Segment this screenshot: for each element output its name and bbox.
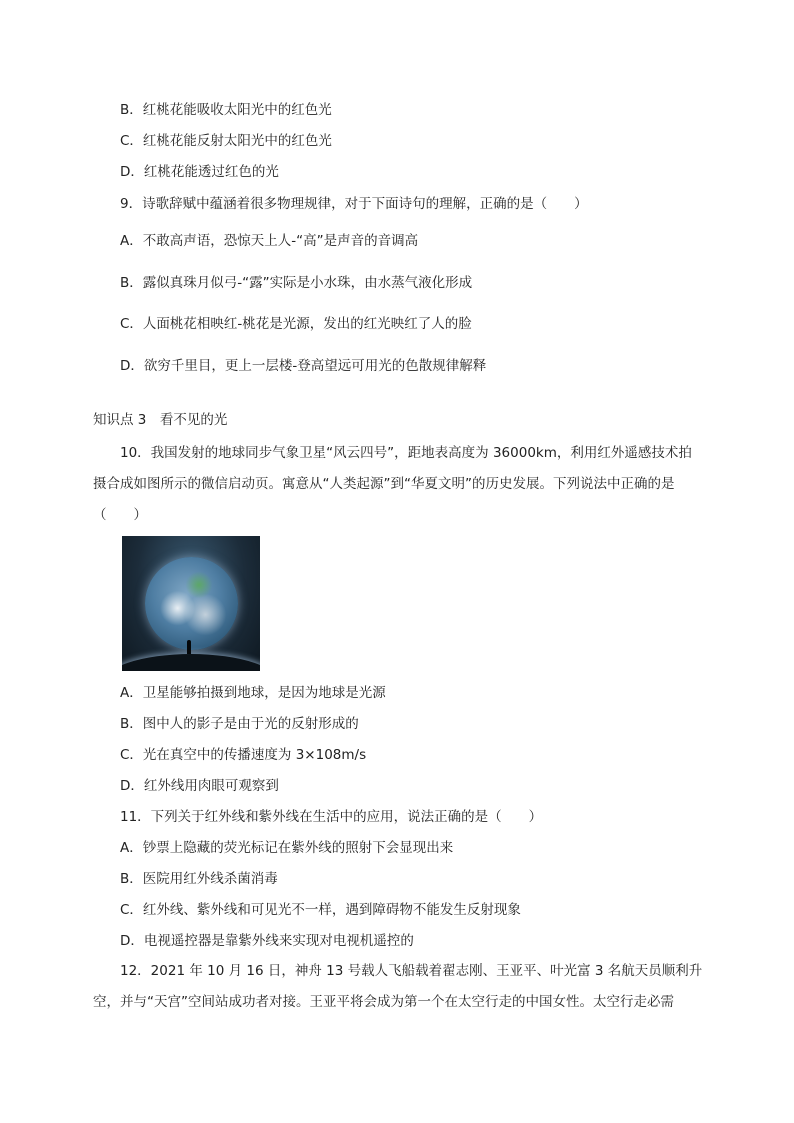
q9-option-b[interactable]: B．露似真珠月似弓-“露”实际是小水珠，由水蒸气液化形成	[120, 275, 473, 291]
q10-option-c[interactable]: C．光在真空中的传播速度为 3×108m/s	[120, 747, 367, 763]
q11-option-b[interactable]: B．医院用红外线杀菌消毒	[120, 871, 278, 887]
q9-option-c[interactable]: C．人面桃花相映红-桃花是光源，发出的红光映红了人的脸	[120, 316, 472, 332]
q12-stem-block	[93, 956, 705, 1018]
q10-option-a[interactable]: A．卫星能够拍摄到地球，是因为地球是光源	[120, 685, 386, 701]
earth-horizon	[122, 654, 260, 671]
q8-option-c[interactable]: C．红桃花能反射太阳光中的红色光	[120, 133, 332, 149]
q10-option-b[interactable]: B．图中人的影子是由于光的反射形成的	[120, 716, 359, 732]
q10-stem-block	[93, 438, 705, 531]
q11-stem: 11．下列关于红外线和紫外线在生活中的应用，说法正确的是（ ）	[120, 809, 543, 825]
q11-option-a[interactable]: A．钞票上隐藏的荧光标记在紫外线的照射下会显现出来	[120, 840, 454, 856]
q10-option-d[interactable]: D．红外线用肉眼可观察到	[120, 778, 279, 794]
q11-option-d[interactable]: D．电视遥控器是靠紫外线来实现对电视机遥控的	[120, 933, 414, 949]
earth-image	[122, 536, 260, 671]
q9-option-a[interactable]: A．不敢高声语，恐惊天上人-“高”是声音的音调高	[120, 233, 419, 249]
q9-option-d[interactable]: D．欲穷千里目，更上一层楼-登高望远可用光的色散规律解释	[120, 358, 487, 374]
earth-globe	[145, 557, 238, 650]
q10-stem: 10．我国发射的地球同步气象卫星“风云四号”，距地表高度为 36000km，利用红外遥感技术拍摄合成如图所示的微信启动页。寓意从“人类起源”到“华夏文明”的历史发展。下列说法中正确的是（ ）	[93, 445, 692, 523]
q12-stem: 12．2021 年 10 月 16 日，神舟 13 号载人飞船载着翟志刚、王亚平、叶光富 3 名航天员顺利升空，并与“天宫”空间站成功者对接。王亚平将会成为第一个在太空行走的中国女性。太空行走必需	[93, 963, 703, 1010]
q9-stem: 9．诗歌辞赋中蕴涵着很多物理规律，对于下面诗句的理解，正确的是（ ）	[120, 196, 588, 212]
q8-option-d[interactable]: D．红桃花能透过红色的光	[120, 164, 279, 180]
person-silhouette	[187, 640, 191, 654]
q11-option-c[interactable]: C．红外线、紫外线和可见光不一样，遇到障碍物不能发生反射现象	[120, 902, 521, 918]
section-heading: 知识点 3 看不见的光	[93, 412, 228, 428]
q8-option-b[interactable]: B．红桃花能吸收太阳光中的红色光	[120, 102, 332, 118]
